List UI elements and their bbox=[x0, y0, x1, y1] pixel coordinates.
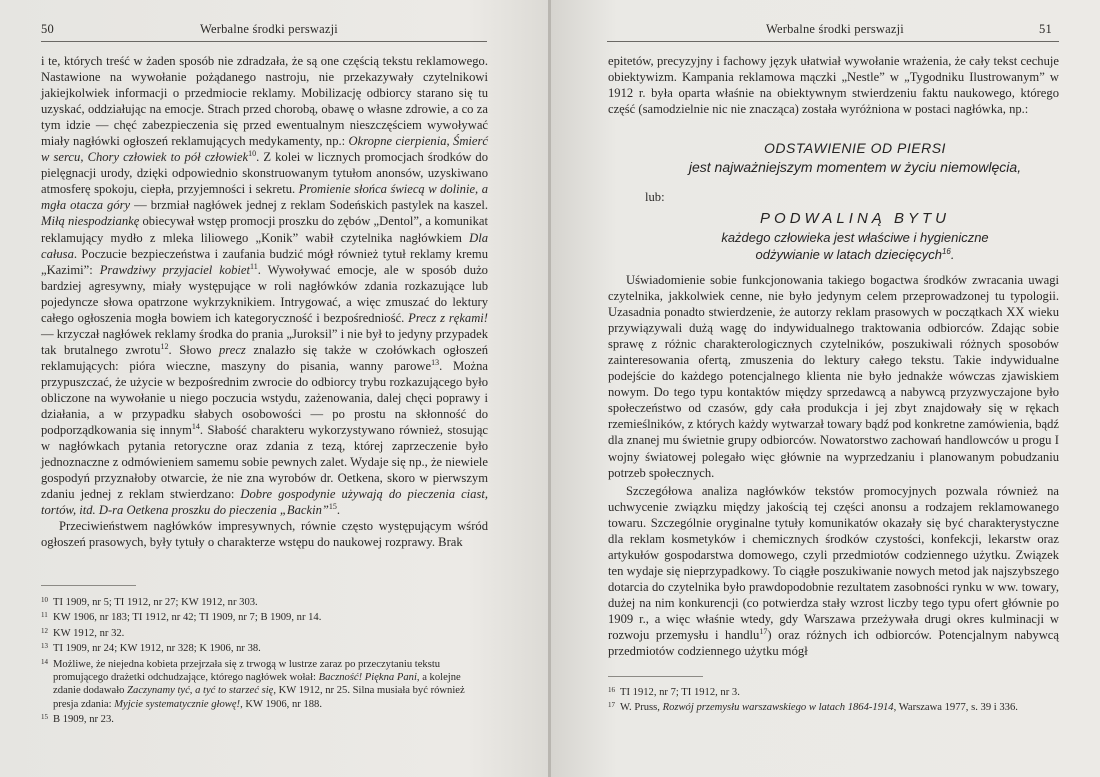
left-paragraph-1 bbox=[41, 53, 488, 518]
left-page-number: 50 bbox=[41, 22, 54, 36]
right-page-number: 51 bbox=[1039, 22, 1052, 36]
text-span: epitetów, precyzyjny i fachowy język ułatwiał wywołanie wrażenia, że cały tekst cechuje obiektywizm. Kampania reklamowa mączki „Nestle” w „Tygodniku Ilustrowanym” w 1912 r. była oparta właśnie na obiektywnym stwierdzeniu faktu naukowego, którego część (samodzielnie nic nie znacząca) została wyróżniona w postaci nagłówka, np.: bbox=[608, 54, 1059, 117]
italic-span: Dobre gospodynie używają do pieczenia ciast, tortów, itd. D-ra Oetkena proszku do pieczenia „Backin” bbox=[41, 487, 489, 518]
italic-span: Promienie słońca świecą w dolinie, a mgła otacza góry bbox=[41, 182, 488, 213]
text-span: . Można przypuszczać, że użycie w bezpośrednim zwrocie do odbiorcy trybu rozkazującego było obliczone na wywołanie u niego poczucia wstydu, zażenowania, dalej chęci poprawy i działania, a w przypadku słabych osobowości — po prostu na skłonność do podporządkowania się innym bbox=[41, 358, 488, 438]
right-paragraph-2 bbox=[608, 483, 1059, 660]
footnote-mark-16: 16 bbox=[941, 247, 951, 256]
footnote bbox=[41, 711, 488, 726]
footnote bbox=[41, 640, 488, 655]
footnote bbox=[41, 594, 488, 609]
italic-span: Precz z rękami! bbox=[408, 310, 488, 325]
footnote-mark: 14 bbox=[41, 657, 48, 666]
text-span: , a kolejne zdanie dodawało bbox=[53, 672, 461, 697]
right-intro-paragraph bbox=[608, 53, 1059, 117]
text-span: Szczegółowa analiza nagłówków tekstów promocyjnych pozwala również na uchwycenie związku między jakością tej części anonsu a rodzajem reklamowanego towaru. Szczególnie oryginalne tytuły komunikatów okazały się być charakterystyczne dla reklam kosmetyków i chemicznych środków czystości, konfekcji, lekarstw oraz artykułów gospodarstwa domowego, czyli przedmiotów codziennego użytku. Związek ten wydaje się nieprzypadkowy. To ciągłe poszukiwanie nowych metod jak najszybszego dotarcia do czytelnika było prawdopodobnie rezultatem zasobności rynku w ww. towary, dużej na nim konkurencji (co potwierdza stały wzrost liczby tego typu ofert głównie po 1909 r., a więc właśnie wtedy, gdy Warszawa przeżywała drugi okres kulminacji w rozwoju przemysłu i handlu bbox=[608, 483, 1059, 643]
text-span: . Z kolei w licznych promocjach środków do pielęgnacji urody, dzięki odpowiednio skonstruowanym tytułom anonsów, uzyskiwano atmosferę spokoju, ciepła, przyjemności i sekretu. bbox=[41, 150, 488, 197]
right-running-title: Werbalne środki perswazji bbox=[766, 22, 904, 36]
text-span: . Poczucie bezpieczeństwa i zaufania budzić mógł również tytuł reklamy kremu „Kazimi”: bbox=[41, 246, 488, 277]
left-running-title: Werbalne środki perswazji bbox=[200, 22, 338, 36]
nestle-headline-1 bbox=[651, 140, 1059, 175]
italic-span: Dla całusa bbox=[41, 230, 488, 261]
italic-span: Prawdziwy przyjaciel kobiet bbox=[99, 262, 251, 277]
text-span: i te, których treść w żaden sposób nie zdradzała, że są one częścią tekstu reklamowego. Nastawione na wywołanie pożądanego nastroju, nie przekazywały czytelnikowi jakiejkolwiek informacji o przedmiocie reklamy. Mobilizację odbiorcy starano się tu uzyskać, oddziałując na emocje. Strach przed chorobą, obawę o własne zdrowie, a co za tym idzie — chęć zabezpieczenia się przed ewentualnym nieszczęściem wywoływać miały nagłówki ogłoszeń reklamujących medykamenty, np.: bbox=[41, 54, 488, 149]
footnote-text: B 1909, nr 23. bbox=[53, 714, 114, 726]
right-footnote-rule bbox=[608, 676, 703, 677]
footnote bbox=[608, 699, 1059, 714]
text-span: . bbox=[336, 503, 341, 518]
text-span: , Warszawa 1977, s. 39 i 336. bbox=[893, 702, 1018, 714]
ad1-subline: jest najważniejszym momentem w życiu niemowlęcia, bbox=[688, 159, 1022, 175]
footnote-mark: 10 bbox=[41, 596, 48, 604]
footnote-text: KW 1912, nr 32. bbox=[53, 627, 125, 639]
text-span: Przeciwieństwem nagłówków impresywnych, równie często występującym wśród ogłoszeń prasowych, były tytuły o charakterze wstępu do naukowej rozprawy. Brak bbox=[41, 519, 488, 550]
text-span: ) oraz różnych ich odbiorców. Potencjalnym nabywcą przedmiotów codziennego użytku mógł bbox=[608, 628, 1059, 659]
ad2-caps-line: PODWALINĄ BYTU bbox=[760, 210, 950, 227]
right-page bbox=[551, 0, 1100, 777]
text-span: — krzyczał nagłówek reklamy środka do prania „Juroksil” i nie był to jedyny przypadek tak brutalnego zwrotu bbox=[41, 326, 488, 357]
text-span: znalazło się także w czołówkach ogłoszeń reklamujących: pióra wieczne, maszyny do pisania, wanny parowe bbox=[41, 342, 488, 373]
footnote-ref: 13 bbox=[431, 357, 440, 367]
text-span: W. Pruss, bbox=[620, 702, 663, 714]
italic-span: Rozwój przemysłu warszawskiego w latach 1864-1914 bbox=[662, 702, 894, 714]
right-footnotes bbox=[608, 684, 1059, 715]
right-intro-text bbox=[608, 53, 1059, 117]
text-span: obiecywał wstęp promocji proszku do zębów „Dentol”, a komunikat reklamujący mydło z mleka liliowego „Konik” wabił czytelnika nagłówkiem bbox=[41, 214, 488, 245]
ad2-subline-2: odżywianie w latach dziecięcych$^{16}$. bbox=[755, 247, 955, 262]
left-body-text bbox=[41, 53, 488, 550]
footnote-text: TI 1909, nr 5; TI 1912, nr 27; KW 1912, nr 303. bbox=[53, 597, 258, 608]
italic-span: Zaczynamy tyć, a tyć to starzeć się bbox=[127, 685, 274, 697]
right-body-text bbox=[608, 272, 1059, 659]
text-span: — brzmiał nagłówek jednej z reklam Sodeńskich pastylek na kaszel. bbox=[130, 198, 488, 213]
text-span: . Słowo bbox=[168, 342, 219, 357]
footnote-mark: 13 bbox=[41, 642, 48, 651]
footnote-ref: 11 bbox=[250, 261, 258, 271]
footnote bbox=[608, 684, 1059, 699]
footnote-ref: 12 bbox=[160, 341, 169, 351]
left-header-rule bbox=[41, 41, 487, 42]
footnote-ref: 17 bbox=[759, 627, 768, 637]
italic-span: Miłą niespodziankę bbox=[41, 214, 140, 229]
left-paragraph-2 bbox=[41, 518, 488, 550]
footnote-mark: 16 bbox=[608, 686, 615, 694]
text-span: , KW 1906, nr 188. bbox=[240, 698, 322, 710]
ad1-caps-line: ODSTAWIENIE OD PIERSI bbox=[764, 140, 946, 156]
italic-span: Myjcie systematycznie głowę! bbox=[114, 698, 241, 710]
footnote bbox=[41, 609, 488, 624]
lub-label: lub: bbox=[645, 190, 665, 204]
footnote-mark: 11 bbox=[41, 611, 48, 620]
left-footnote-rule bbox=[41, 585, 136, 586]
right-header-rule bbox=[607, 41, 1059, 42]
footnote-ref: 14 bbox=[191, 422, 200, 432]
text-span: , KW 1912, nr 25. Silna musiała być również presja zdania: bbox=[53, 685, 465, 710]
text-span: . Słabość charakteru wykorzystywano również, stosując w nagłówkach pytania retoryczne oraz zdania z tezą, której zaprzeczenie było jednoznaczne z odmówieniem samemu sobie pewnych zalet. Wydaje się np., że niewiele gospodyń przyznałoby otwarcie, że nie zna wyrobów dr. Oetkena, skoro w pierwszym zdaniu jednej z reklam stwierdzano: bbox=[41, 423, 489, 502]
italic-span: Okropne cierpienia, Śmierć w sercu, Chory człowiek to pół człowiek bbox=[41, 134, 489, 165]
right-paragraph-1: Uświadomienie sobie funkcjonowania takiego bogactwa środków zwracania uwagi czytelnika, jakkolwiek cenne, nie było jedynym celem przeprowadzonej tu typologii. Uzasadnia ponadto stwierdzenie, że autorzy reklam prasowych w początkach XX wieku przywiązywali dużą wagę do indywidualnego traktowania odbiorców. Zdając sobie sprawę z różnic charakterologicznych czytelników, poszukiwali różnych sposobów zainteresowania ofertą, zmuszenia do lektury całego tekstu. Takie indywidualne podejście do każdego potencjalnego klienta nie było jednakże wówczas zjawiskiem nowym. Do tego typu kontaktów między sprzedawcą a nabywcą przyzwyczajone było społeczeństwo od czasów, gdy cała produkcja i jej zbyt znajdowały się w rękach rzemieślników, z których każdy wytwarzał towary bądź pod konkretne zamówienia, bądź dla znanej mu świetnie grupy odbiorców. Nowatorstwo zachowań handlowców u progu I wojny światowej polegało więc głównie na wyprzedzaniu i planowanym pobudzaniu potrzeb społecznych. bbox=[608, 273, 1059, 480]
text-span: TI 1912, nr 7; TI 1912, nr 3. bbox=[620, 687, 740, 698]
left-footnotes bbox=[41, 594, 488, 727]
text-span: . Wywoływać emocje, ale w sposób dużo bardziej agresywny, miały występujące w roli nagłówków zdania rozkazujące lub pojedyncze słowa opatrzone wykrzyknikiem. Intrygować, a więc zmuszać do lektury całego ogłoszenia mogła bowiem ich kategoryczność i bezpośredniość. bbox=[41, 262, 488, 325]
footnote bbox=[41, 656, 488, 712]
footnote-ref: 15 bbox=[328, 502, 337, 512]
footnote-mark: 12 bbox=[41, 626, 48, 635]
text-span: Możliwe, że niejedna kobieta przejrzała się z trwogą w lustrze zaraz po przeczytaniu tekstu promującego drażetki odchudzające, którego nagłówek wołał: bbox=[53, 658, 441, 684]
footnote-mark: 15 bbox=[41, 713, 48, 722]
italic-span: Baczność! Piękna Pani bbox=[318, 672, 417, 684]
left-page bbox=[0, 0, 549, 777]
nestle-headline-2 bbox=[651, 210, 1059, 262]
footnote-mark: 17 bbox=[608, 701, 615, 710]
italic-span: precz bbox=[219, 342, 246, 357]
footnote bbox=[41, 625, 488, 640]
ad2-subline-1: każdego człowieka jest właściwe i hygieniczne bbox=[721, 230, 989, 245]
footnote-text: TI 1909, nr 24; KW 1912, nr 328; K 1906, nr 38. bbox=[53, 643, 261, 655]
footnote-text: KW 1906, nr 183; TI 1912, nr 42; TI 1909, nr 7; B 1909, nr 14. bbox=[53, 612, 322, 624]
footnote-ref: 10 bbox=[248, 149, 257, 159]
